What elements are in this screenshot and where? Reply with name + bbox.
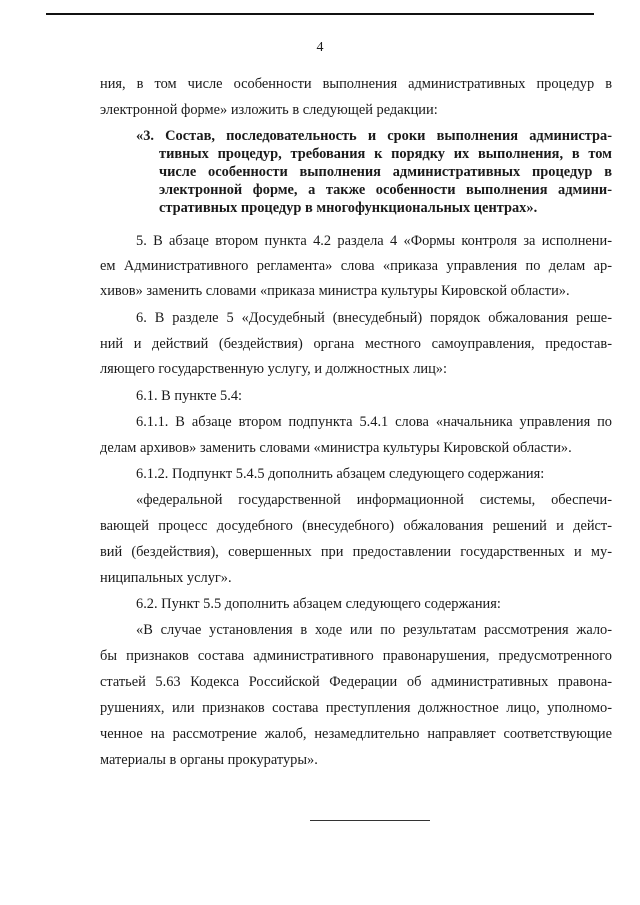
page-number: 4 <box>316 40 324 55</box>
text-line: стративных процедур в многофункциональных центрах». <box>159 200 538 216</box>
text-line: ниципальных услуг». <box>100 570 232 586</box>
text-line: статьей 5.63 Кодекса Российской Федерации об административных правона- <box>100 674 612 690</box>
text-line: «В случае установления в ходе или по результатам рассмотрения жало- <box>136 622 612 638</box>
text-line: ния, в том числе особенности выполнения административных процедур в <box>100 76 612 92</box>
text-line: 6.1.1. В абзаце втором подпункта 5.4.1 слова «начальника управления по <box>136 414 612 430</box>
text-line: 6.2. Пункт 5.5 дополнить абзацем следующего содержания: <box>136 596 501 612</box>
text-line: вающей процесс досудебного (внесудебного) обжалования решений и дейст- <box>100 518 612 534</box>
text-line: 6.1.2. Подпункт 5.4.5 дополнить абзацем следующего содержания: <box>136 466 545 482</box>
text-line: «3. Состав, последовательность и сроки выполнения администра- <box>136 128 612 144</box>
text-line: ченное на рассмотрение жалоб, незамедлительно направляет соответствующие <box>100 726 612 742</box>
text-line: ляющего государственную услугу, и должностных лиц»: <box>100 361 447 377</box>
text-line: рушениях, или признаков состава преступления должностное лицо, уполномо- <box>100 700 612 716</box>
text-line: вий (бездействия), совершенных при предоставлении государственных и му- <box>100 544 612 560</box>
text-line: ем Административного регламента» слова «приказа управления по делам ар- <box>100 258 612 274</box>
text-line: ний и действий (бездействия) органа местного самоуправления, предостав- <box>100 336 612 352</box>
text-line: хивов» заменить словами «приказа министра культуры Кировской области». <box>100 283 570 299</box>
text-line: тивных процедур, требования к порядку их выполнения, в том <box>159 146 612 162</box>
text-line: числе особенности выполнения административных процедур в <box>159 164 612 180</box>
text-line: 5. В абзаце втором пункта 4.2 раздела 4 «Формы контроля за исполнени- <box>136 233 612 249</box>
top-rule <box>46 13 594 15</box>
text-line: делам архивов» заменить словами «министра культуры Кировской области». <box>100 440 572 456</box>
text-line: «федеральной государственной информационной системы, обеспечи- <box>136 492 612 508</box>
text-line: материалы в органы прокуратуры». <box>100 752 318 768</box>
text-line: электронной форме, а также особенности выполнения админи- <box>159 182 612 198</box>
end-of-text-rule <box>310 820 430 821</box>
text-line: 6. В разделе 5 «Досудебный (внесудебный) порядок обжалования реше- <box>136 310 612 326</box>
text-line: 6.1. В пункте 5.4: <box>136 388 243 404</box>
text-line: электронной форме» изложить в следующей редакции: <box>100 102 438 118</box>
text-line: бы признаков состава административного правонарушения, предусмотренного <box>100 648 612 664</box>
